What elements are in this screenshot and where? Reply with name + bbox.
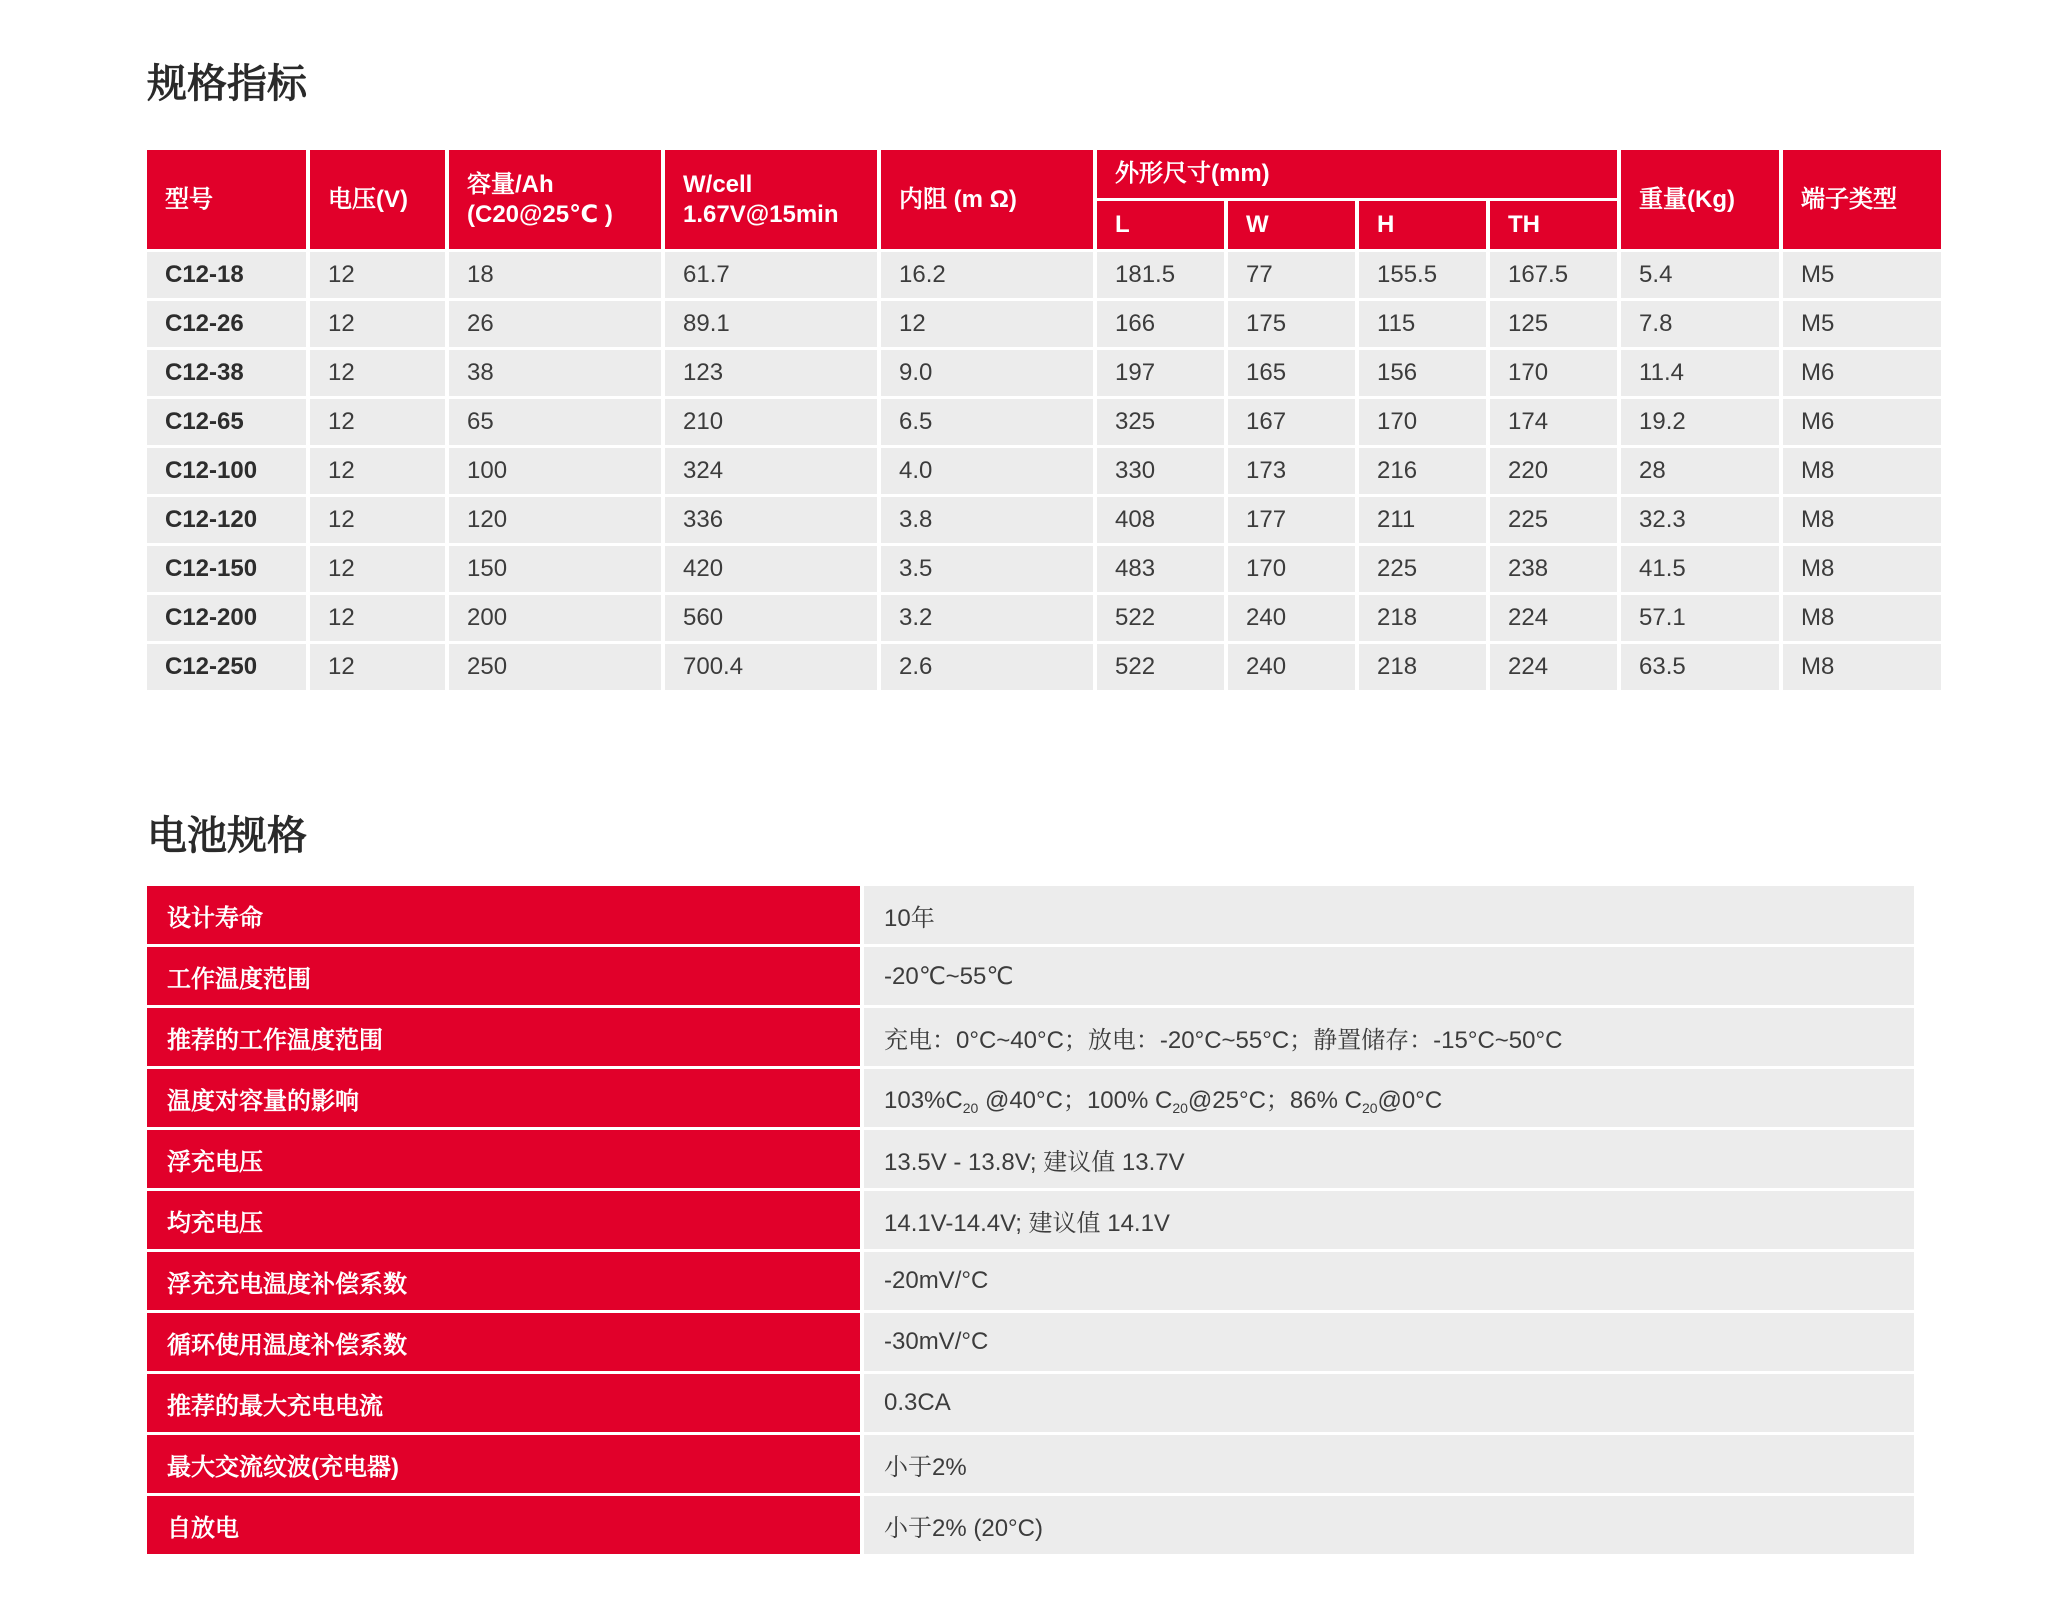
table-row [147, 301, 1941, 347]
cell-dim-th: 220 [1490, 448, 1617, 494]
cell-weight: 7.8 [1621, 301, 1779, 347]
cell-model: C12-100 [147, 448, 306, 494]
spec-value: -20mV/°C [864, 1252, 1914, 1310]
cell-wcell: 700.4 [665, 644, 877, 690]
header-dim-w: W [1228, 201, 1355, 249]
cell-dim-w: 177 [1228, 497, 1355, 543]
cell-weight: 19.2 [1621, 399, 1779, 445]
cell-model: C12-18 [147, 252, 306, 298]
cell-wcell: 420 [665, 546, 877, 592]
cell-dim-l: 330 [1097, 448, 1224, 494]
cell-resistance: 3.5 [881, 546, 1093, 592]
cell-dim-l: 483 [1097, 546, 1224, 592]
table-row [147, 399, 1941, 445]
cell-dim-l: 325 [1097, 399, 1224, 445]
cell-resistance: 2.6 [881, 644, 1093, 690]
header-dim-h: H [1359, 201, 1486, 249]
cell-weight: 41.5 [1621, 546, 1779, 592]
cell-voltage: 12 [310, 644, 445, 690]
spec-value: 13.5V - 13.8V; 建议值 13.7V [864, 1130, 1914, 1188]
table-row [147, 350, 1941, 396]
cell-wcell: 123 [665, 350, 877, 396]
cell-resistance: 9.0 [881, 350, 1093, 396]
cell-dim-w: 77 [1228, 252, 1355, 298]
cell-voltage: 12 [310, 350, 445, 396]
cell-weight: 32.3 [1621, 497, 1779, 543]
cell-capacity: 120 [449, 497, 661, 543]
cell-terminal: M5 [1783, 252, 1941, 298]
spec-value: 14.1V-14.4V; 建议值 14.1V [864, 1191, 1914, 1249]
header-terminal: 端子类型 [1783, 150, 1941, 249]
cell-dim-th: 238 [1490, 546, 1617, 592]
header-wcell-line2: 1.67V@15min [683, 200, 839, 228]
spec-value: 充电：0°C~40°C；放电：-20°C~55°C；静置储存：-15°C~50°C [864, 1008, 1914, 1066]
cell-wcell: 324 [665, 448, 877, 494]
cell-dim-l: 522 [1097, 595, 1224, 641]
table-row [147, 252, 1941, 298]
cell-resistance: 3.8 [881, 497, 1093, 543]
cell-capacity: 100 [449, 448, 661, 494]
cell-weight: 28 [1621, 448, 1779, 494]
spec-value: 小于2% (20°C) [864, 1496, 1914, 1554]
cell-resistance: 16.2 [881, 252, 1093, 298]
cell-weight: 63.5 [1621, 644, 1779, 690]
cell-model: C12-38 [147, 350, 306, 396]
cell-dim-l: 181.5 [1097, 252, 1224, 298]
cell-dim-w: 165 [1228, 350, 1355, 396]
cell-wcell: 210 [665, 399, 877, 445]
table-row [147, 1252, 1914, 1310]
table-row [147, 448, 1941, 494]
table-row [147, 497, 1941, 543]
cell-dim-l: 197 [1097, 350, 1224, 396]
spec-label: 最大交流纹波(充电器) [147, 1435, 864, 1493]
cell-terminal: M8 [1783, 644, 1941, 690]
cell-terminal: M6 [1783, 350, 1941, 396]
cell-resistance: 6.5 [881, 399, 1093, 445]
value-text: @25°C；86% C [1187, 1087, 1362, 1114]
cell-wcell: 61.7 [665, 252, 877, 298]
header-resistance: 内阻 (m Ω) [881, 150, 1093, 249]
table-row [147, 546, 1941, 592]
cell-capacity: 26 [449, 301, 661, 347]
cell-dim-h: 211 [1359, 497, 1486, 543]
cell-resistance: 3.2 [881, 595, 1093, 641]
cell-resistance: 4.0 [881, 448, 1093, 494]
cell-dim-th: 224 [1490, 595, 1617, 641]
cell-voltage: 12 [310, 595, 445, 641]
cell-dim-l: 522 [1097, 644, 1224, 690]
subscript: 20 [962, 1100, 979, 1116]
cell-model: C12-150 [147, 546, 306, 592]
cell-model: C12-250 [147, 644, 306, 690]
table-row [147, 886, 1914, 944]
spec-label: 浮充充电温度补偿系数 [147, 1252, 864, 1310]
cell-terminal: M6 [1783, 399, 1941, 445]
cell-model: C12-200 [147, 595, 306, 641]
cell-dim-w: 175 [1228, 301, 1355, 347]
table-row [147, 595, 1941, 641]
cell-dim-w: 240 [1228, 595, 1355, 641]
value-text: @40°C；100% C [978, 1087, 1173, 1114]
table-row [147, 1069, 1914, 1127]
spec-value: 0.3CA [864, 1374, 1914, 1432]
cell-dim-th: 174 [1490, 399, 1617, 445]
value-text: 103%C [884, 1087, 963, 1114]
cell-capacity: 38 [449, 350, 661, 396]
table-row [147, 644, 1941, 690]
header-weight: 重量(Kg) [1621, 150, 1779, 249]
header-capacity-line1: 容量/Ah [467, 170, 554, 198]
cell-terminal: M8 [1783, 448, 1941, 494]
spec-value [864, 1069, 1914, 1127]
cell-dim-th: 224 [1490, 644, 1617, 690]
cell-voltage: 12 [310, 252, 445, 298]
cell-terminal: M8 [1783, 546, 1941, 592]
spec-label: 推荐的工作温度范围 [147, 1008, 864, 1066]
cell-dim-h: 115 [1359, 301, 1486, 347]
cell-dim-th: 225 [1490, 497, 1617, 543]
cell-terminal: M8 [1783, 497, 1941, 543]
spec-label: 工作温度范围 [147, 947, 864, 1005]
cell-dim-l: 166 [1097, 301, 1224, 347]
spec-value: 10年 [864, 886, 1914, 944]
battery-spec-table [147, 883, 1914, 1557]
cell-dim-w: 167 [1228, 399, 1355, 445]
header-capacity [449, 150, 661, 249]
cell-wcell: 560 [665, 595, 877, 641]
cell-wcell: 89.1 [665, 301, 877, 347]
table-row [147, 1130, 1914, 1188]
cell-dim-h: 225 [1359, 546, 1486, 592]
cell-model: C12-120 [147, 497, 306, 543]
cell-voltage: 12 [310, 448, 445, 494]
spec-section-title: 规格指标 [147, 62, 307, 106]
cell-capacity: 18 [449, 252, 661, 298]
cell-dim-h: 218 [1359, 644, 1486, 690]
cell-dim-th: 170 [1490, 350, 1617, 396]
table-row [147, 1191, 1914, 1249]
battery-section-title: 电池规格 [147, 814, 307, 858]
spec-label: 自放电 [147, 1496, 864, 1554]
cell-dim-h: 218 [1359, 595, 1486, 641]
value-text: @0°C [1377, 1087, 1443, 1114]
cell-dim-h: 155.5 [1359, 252, 1486, 298]
cell-model: C12-26 [147, 301, 306, 347]
header-wcell-line1: W/cell [683, 170, 753, 198]
cell-dim-w: 240 [1228, 644, 1355, 690]
table-row [147, 1008, 1914, 1066]
cell-capacity: 200 [449, 595, 661, 641]
spec-label: 设计寿命 [147, 886, 864, 944]
table-row [147, 1435, 1914, 1493]
spec-label: 均充电压 [147, 1191, 864, 1249]
header-capacity-line2: (C20@25℃ ) [467, 200, 613, 228]
spec-value: -30mV/°C [864, 1313, 1914, 1371]
cell-weight: 5.4 [1621, 252, 1779, 298]
spec-label: 温度对容量的影响 [147, 1069, 864, 1127]
cell-wcell: 336 [665, 497, 877, 543]
cell-voltage: 12 [310, 546, 445, 592]
cell-dim-th: 167.5 [1490, 252, 1617, 298]
spec-value: 小于2% [864, 1435, 1914, 1493]
cell-capacity: 65 [449, 399, 661, 445]
cell-terminal: M5 [1783, 301, 1941, 347]
spec-label: 推荐的最大充电电流 [147, 1374, 864, 1432]
cell-weight: 11.4 [1621, 350, 1779, 396]
subscript: 20 [1361, 1100, 1378, 1116]
spec-table [143, 147, 1945, 693]
cell-weight: 57.1 [1621, 595, 1779, 641]
cell-dim-h: 216 [1359, 448, 1486, 494]
spec-label: 循环使用温度补偿系数 [147, 1313, 864, 1371]
header-dim-l: L [1097, 201, 1224, 249]
cell-dim-w: 170 [1228, 546, 1355, 592]
cell-model: C12-65 [147, 399, 306, 445]
table-row [147, 1313, 1914, 1371]
cell-dim-th: 125 [1490, 301, 1617, 347]
header-dim-th: TH [1490, 201, 1617, 249]
cell-terminal: M8 [1783, 595, 1941, 641]
table-row [147, 1374, 1914, 1432]
cell-dim-h: 170 [1359, 399, 1486, 445]
cell-capacity: 250 [449, 644, 661, 690]
cell-voltage: 12 [310, 399, 445, 445]
cell-capacity: 150 [449, 546, 661, 592]
header-model: 型号 [147, 150, 306, 249]
header-voltage: 电压(V) [310, 150, 445, 249]
cell-dim-h: 156 [1359, 350, 1486, 396]
header-wcell [665, 150, 877, 249]
table-row [147, 1496, 1914, 1554]
cell-voltage: 12 [310, 497, 445, 543]
cell-resistance: 12 [881, 301, 1093, 347]
cell-dim-w: 173 [1228, 448, 1355, 494]
cell-dim-l: 408 [1097, 497, 1224, 543]
cell-voltage: 12 [310, 301, 445, 347]
subscript: 20 [1172, 1100, 1188, 1116]
spec-label: 浮充电压 [147, 1130, 864, 1188]
header-dimensions: 外形尺寸(mm) [1097, 150, 1617, 198]
spec-value: -20℃~55℃ [864, 947, 1914, 1005]
table-row [147, 947, 1914, 1005]
